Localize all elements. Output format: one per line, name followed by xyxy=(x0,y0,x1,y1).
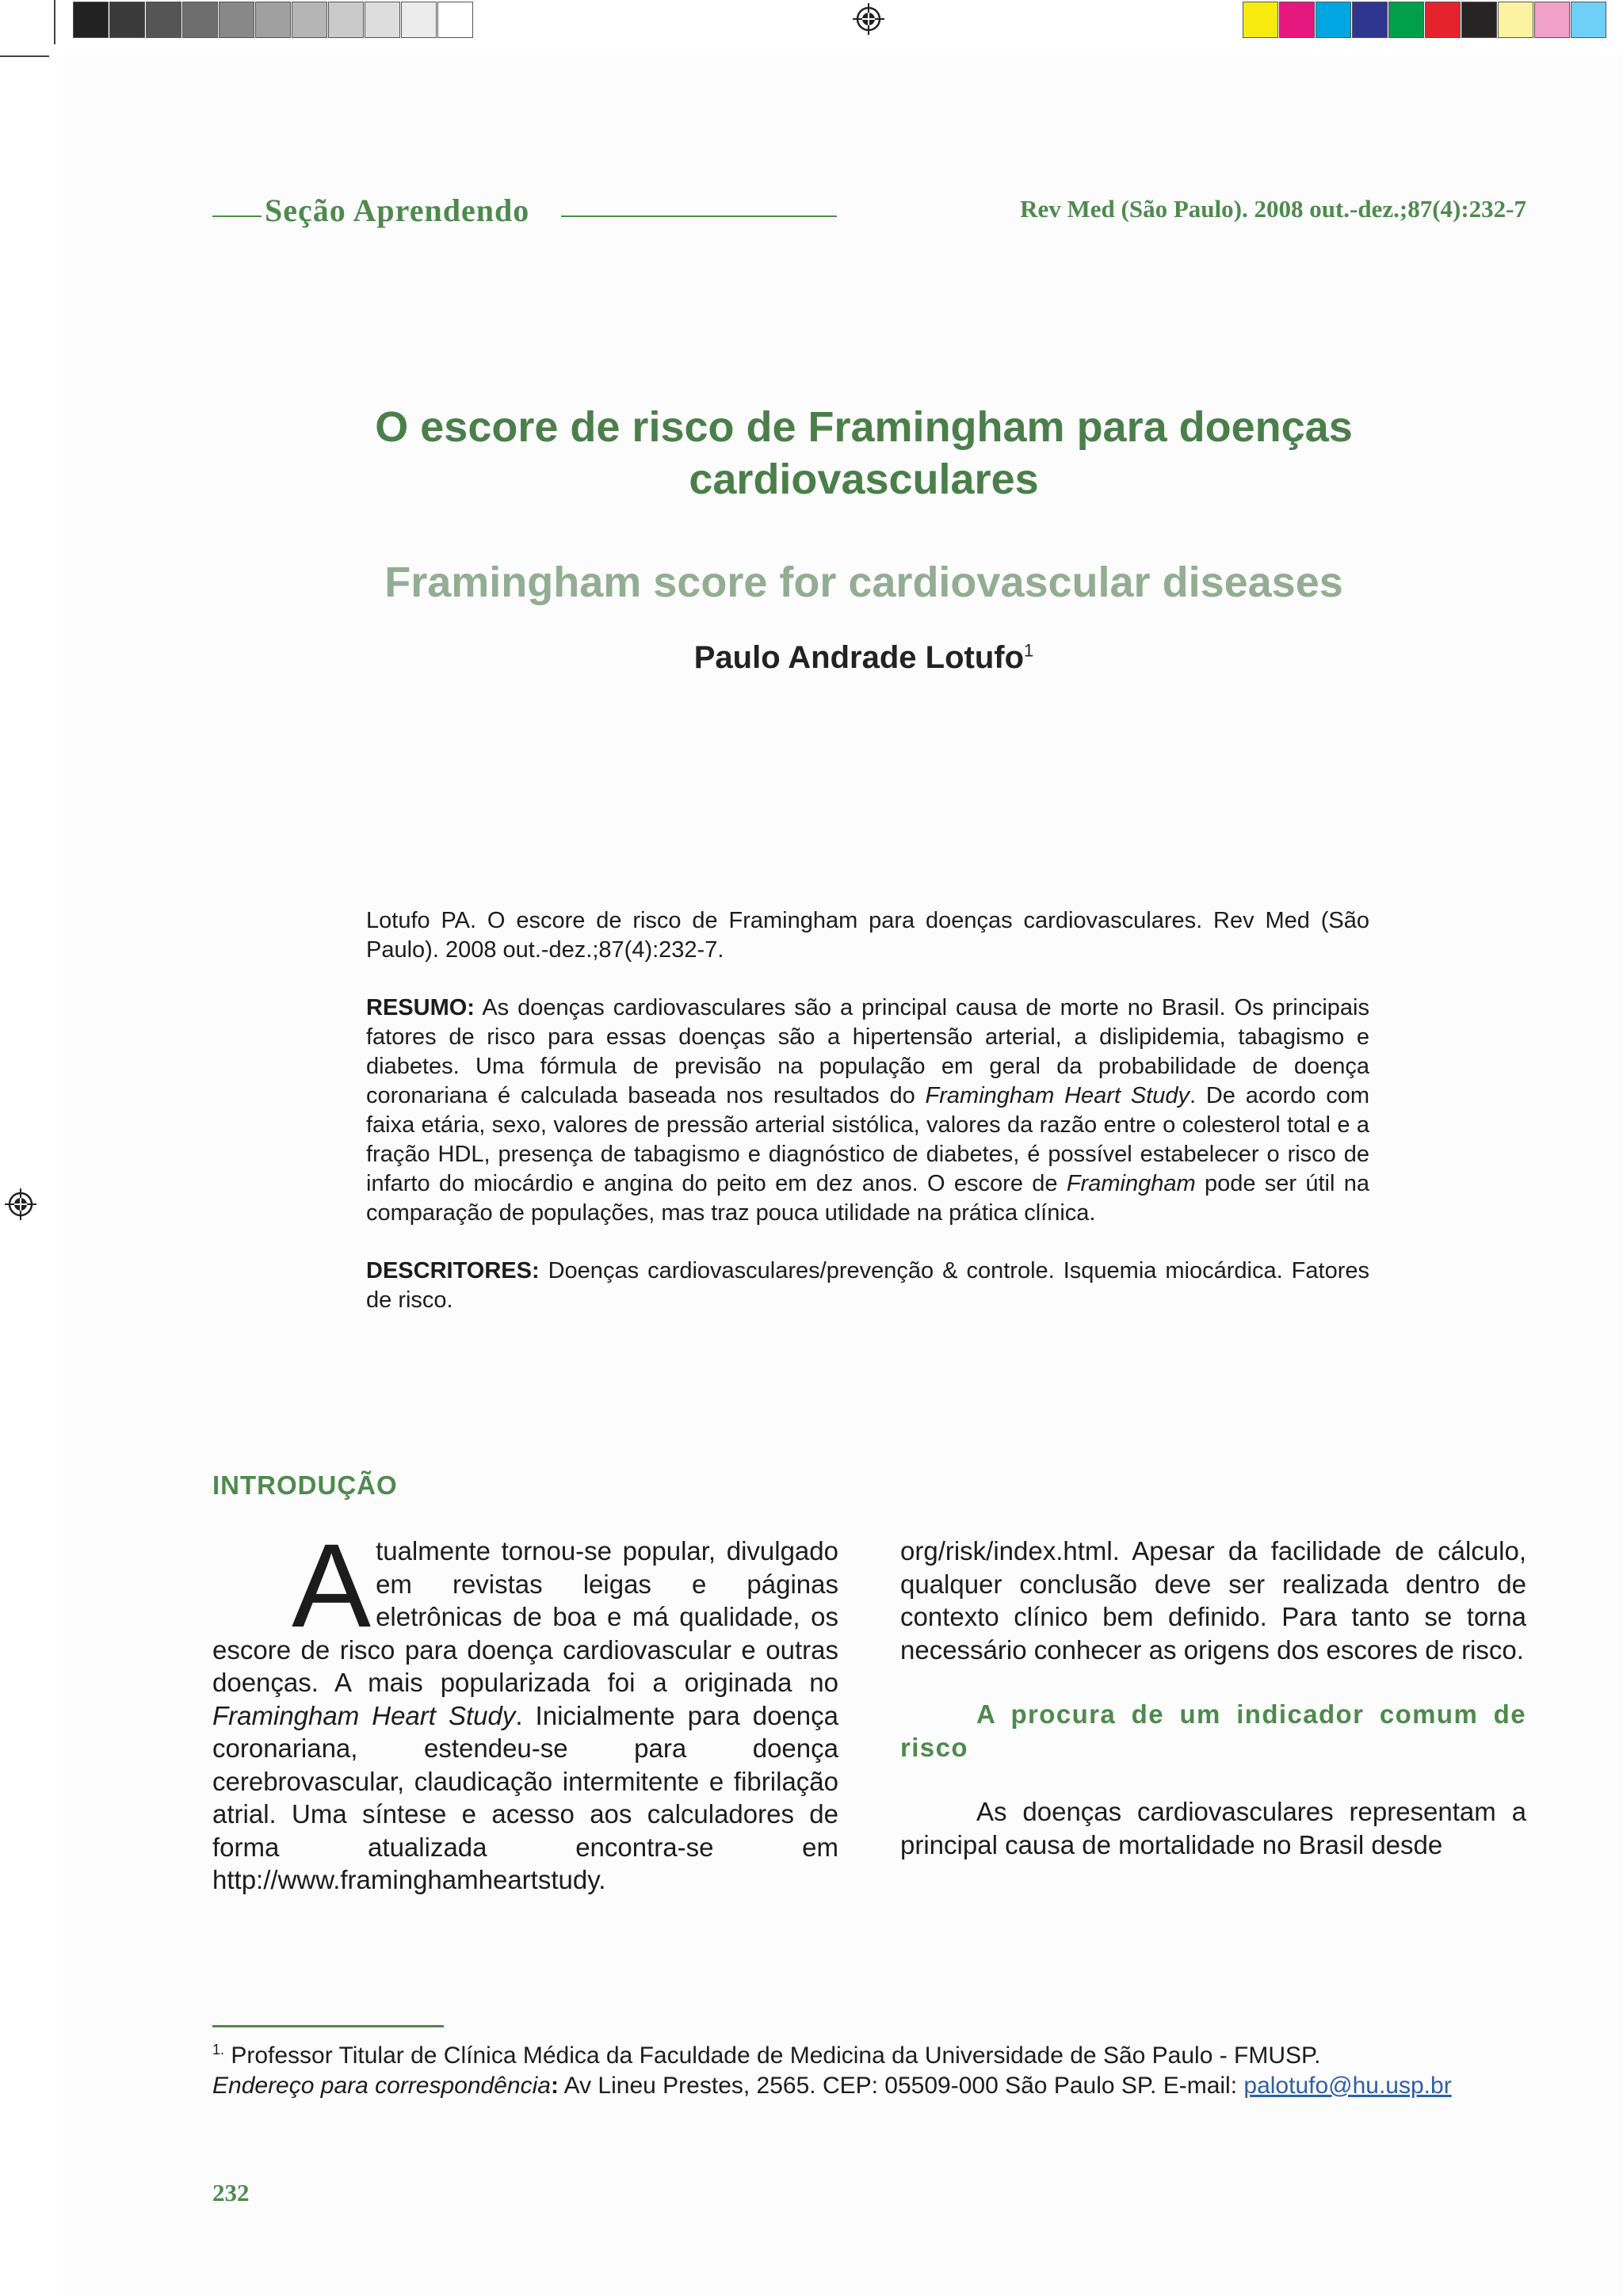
gray-swatch xyxy=(401,2,437,38)
section-rule-left xyxy=(212,215,262,217)
keywords-text: Doenças cardiovasculares/prevenção & controle. Isquemia miocárdica. Fatores de risco. xyxy=(366,1258,1369,1313)
citation: Lotufo PA. O escore de risco de Framingham para doenças cardiovasculares. Rev Med (São Paulo). 2008 out.-dez.;87(4):232-7. xyxy=(366,908,1369,963)
body-paragraph xyxy=(212,1519,839,1897)
footnote-affiliation xyxy=(212,2035,1528,2071)
footnote xyxy=(212,2035,1528,2101)
page-number: 232 xyxy=(212,2179,250,2206)
color-swatch xyxy=(1316,2,1351,38)
body-text: tualmente tornou-se popular, divulgado em revistas leigas e páginas eletrônicas de boa e má qualidade, os escore de risco para doença cardiovascular e outras doenças. A mais popularizada foi a originada no xyxy=(212,1536,838,1697)
subsection-heading: A procura de um indicador comum de risco xyxy=(900,1699,1526,1762)
email-link[interactable]: palotufo@hu.usp.br xyxy=(1243,2073,1452,2099)
color-swatch xyxy=(1425,2,1461,38)
section-label: Seção Aprendendo xyxy=(265,193,530,228)
abstract-text: As doenças cardiovasculares são a principal causa de morte no Brasil. Os principais fatores de risco para essas doenças são a hipertensão arterial, a dislipidemia, tabagismo e diabetes. Uma fórmula de previsão na população em geral da probabilidade de doença coronariana é calculada baseada nos resultados do xyxy=(366,995,1369,1108)
gray-swatch xyxy=(182,2,218,38)
gray-swatch xyxy=(255,2,291,38)
drop-cap: A xyxy=(292,1519,372,1652)
article-title xyxy=(301,401,1426,505)
gray-swatch xyxy=(328,2,364,38)
section-rule-right xyxy=(561,215,837,217)
body-text: . Inicialmente para doença coronariana, estendeu-se para doença cerebrovascular, claudicação intermitente e fibrilação atrial. Uma síntese e acesso aos calculadores de forma atualizada encontra-se em http://www.framinghamheartstudy. xyxy=(212,1700,839,1894)
gray-swatch xyxy=(437,2,473,38)
journal-reference: Rev Med (São Paulo). 2008 out.-dez.;87(4):232-7 xyxy=(1020,195,1526,223)
footnote-affiliation-text: Professor Titular de Clínica Médica da Faculdade de Medicina da Universidade de São Paulo - FMUSP. xyxy=(224,2042,1321,2069)
address-colon: : xyxy=(550,2073,559,2099)
color-swatch xyxy=(1279,2,1315,38)
color-swatch xyxy=(1388,2,1424,38)
color-swatch xyxy=(1498,2,1533,38)
body-column-left xyxy=(212,1519,839,1897)
body-study-name: Framingham Heart Study xyxy=(212,1700,516,1730)
abstract-text: pode ser útil na comparação de populações, mas traz pouca utilidade na prática clínica. xyxy=(366,1171,1370,1226)
gray-swatch xyxy=(292,2,327,38)
process-color-bar xyxy=(1243,2,1607,40)
gray-swatch xyxy=(109,2,145,38)
author-name xyxy=(301,640,1426,676)
registration-mark-icon xyxy=(5,1188,36,1220)
gray-swatch xyxy=(219,2,254,38)
body-column-right xyxy=(900,1535,1526,1861)
article-subtitle: Framingham score for cardiovascular diseases xyxy=(384,559,1343,606)
color-swatch xyxy=(1534,2,1570,38)
crop-mark-vertical xyxy=(54,0,55,44)
color-swatch xyxy=(1352,2,1388,38)
introduction-heading: INTRODUÇÃO xyxy=(212,1470,398,1500)
keywords xyxy=(366,1257,1369,1315)
footnote-rule xyxy=(212,2025,444,2027)
footnote-mark: 1. xyxy=(212,2042,225,2058)
address-text: Av Lineu Prestes, 2565. CEP: 05509-000 São Paulo SP. E-mail: xyxy=(558,2073,1244,2099)
gray-swatch xyxy=(365,2,400,38)
abstract-block xyxy=(366,906,1369,1344)
abstract-study-name: Framingham xyxy=(1066,1171,1196,1196)
color-swatch xyxy=(1571,2,1606,38)
abstract-label: RESUMO: xyxy=(366,995,475,1020)
gray-swatch xyxy=(73,2,109,38)
color-swatch xyxy=(1243,2,1278,38)
footnote-address xyxy=(212,2071,1528,2101)
crop-mark-horizontal xyxy=(0,55,49,57)
keywords-label: DESCRITORES: xyxy=(366,1258,540,1283)
registration-mark-icon xyxy=(853,3,884,35)
abstract-text: . De acordo com faixa etária, sexo, valores de pressão arterial sistólica, valores da razão entre o colesterol total e a fração HDL, presença de tabagismo e diagnóstico de diabetes, é possível estabelecer o risco de infarto do miocárdio e angina do peito em dez anos. O escore de xyxy=(366,1083,1369,1196)
body-paragraph: As doenças cardiovasculares representam a principal causa de mortalidade no Brasil desde xyxy=(900,1797,1526,1859)
abstract-study-name: Framingham Heart Study xyxy=(925,1083,1190,1108)
author-name-text: Paulo Andrade Lotufo xyxy=(693,640,1025,675)
article-title-line: O escore de risco de Framingham para doenças xyxy=(375,403,1353,451)
affiliation-mark: 1 xyxy=(1024,640,1034,661)
grayscale-color-bar xyxy=(73,2,474,40)
address-label: Endereço para correspondência xyxy=(212,2073,551,2099)
gray-swatch xyxy=(146,2,181,38)
body-paragraph-continued: org/risk/index.html. Apesar da facilidade de cálculo, qualquer conclusão deve ser realizada dentro de contexto clínico bem definido. Para tanto se torna necessário conhecer as origens dos escores de risco. xyxy=(900,1536,1526,1665)
abstract xyxy=(366,994,1369,1228)
color-swatch xyxy=(1461,2,1497,38)
article-title-line: cardiovasculares xyxy=(689,456,1039,503)
